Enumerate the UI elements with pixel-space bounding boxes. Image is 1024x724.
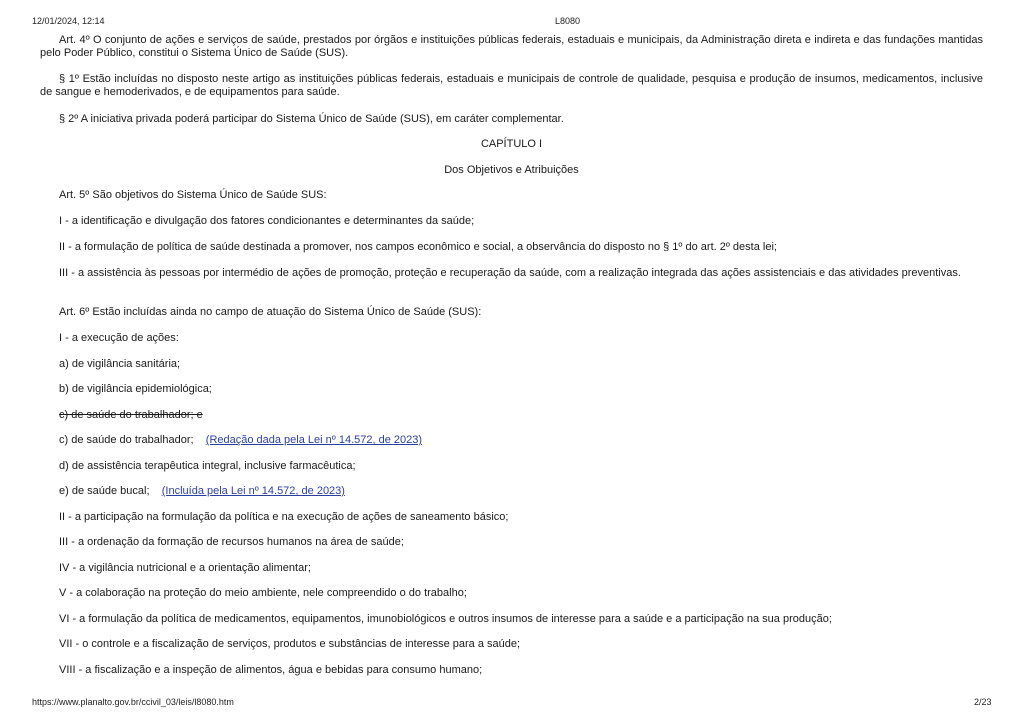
print-datetime: 12/01/2024, 12:14: [32, 16, 105, 26]
item-e-text: e) de saúde bucal;: [59, 485, 150, 497]
article-6-item-i-d: d) de assistência terapêutica integral, inclusive farmacêutica;: [59, 460, 356, 472]
article-6-item-vi: VI - a formulação da política de medicamentos, equipamentos, imunobiológicos e outros insumos de interesse para a saúde e a participação na sua produção;: [59, 613, 832, 625]
article-6-item-ii: II - a participação na formulação da política e na execução de ações de saneamento básico;: [59, 511, 509, 523]
article-6-item-i-e: [40, 485, 1002, 498]
article-5-item-i: I - a identificação e divulgação dos fatores condicionantes e determinantes da saúde;: [59, 215, 475, 227]
article-6-item-i-c-revoked: c) de saúde do trabalhador; e: [59, 409, 203, 421]
amendment-link-c[interactable]: (Redação dada pela Lei nº 14.572, de 2023): [205, 434, 423, 446]
item-c-text: c) de saúde do trabalhador;: [59, 434, 194, 446]
article-6-item-i-b: b) de vigilância epidemiológica;: [59, 383, 212, 395]
article-6-item-iii: III - a ordenação da formação de recursos humanos na área de saúde;: [59, 536, 404, 548]
chapter-heading: CAPÍTULO I: [480, 138, 543, 150]
print-page-title: L8080: [555, 16, 581, 26]
article-6-item-iv: IV - a vigilância nutricional e a orientação alimentar;: [59, 562, 311, 574]
article-5-item-ii: II - a formulação de política de saúde destinada a promover, nos campos econômico e social, a observância do disposto no § 1º do art. 2º desta lei;: [59, 241, 777, 253]
article-5-item-iii: III - a assistência às pessoas por intermédio de ações de promoção, proteção e recuperação da saúde, com a realização integrada das ações assistenciais e das atividades preventivas.: [59, 267, 961, 279]
article-6-item-vii: VII - o controle e a fiscalização de serviços, produtos e substâncias de interesse para a saúde;: [59, 638, 521, 650]
article-6: Art. 6º Estão incluídas ainda no campo de atuação do Sistema Único de Saúde (SUS):: [59, 306, 482, 318]
chapter-subtitle: Dos Objetivos e Atribuições: [444, 164, 579, 176]
article-6-item-viii: VIII - a fiscalização e a inspeção de alimentos, água e bebidas para consumo humano;: [59, 664, 483, 676]
amendment-link-e[interactable]: (Incluída pela Lei nº 14.572, de 2023): [161, 485, 345, 497]
article-6-item-v: V - a colaboração na proteção do meio ambiente, nele compreendido o do trabalho;: [59, 587, 467, 599]
print-page-number: 2/23: [974, 697, 992, 707]
article-4-paragraph-1: § 1º Estão incluídas no disposto neste artigo as instituições públicas federais, estaduais e municipais de controle de qualidade, pesquisa e produção de insumos, medicamentos, inclusive de sangue e hemoderivados, e de equipamentos para saúde.: [40, 73, 983, 98]
article-4: Art. 4º O conjunto de ações e serviços de saúde, prestados por órgãos e instituições públicas federais, estaduais e municipais, da Administração direta e indireta e das fundações mantidas pelo Poder Público, constitui o Sistema Único de Saúde (SUS).: [40, 34, 983, 59]
print-source-url: https://www.planalto.gov.br/ccivil_03/leis/l8080.htm: [32, 697, 234, 707]
article-4-paragraph-2: § 2º A iniciativa privada poderá participar do Sistema Único de Saúde (SUS), em caráter complementar.: [59, 113, 564, 125]
article-5: Art. 5º São objetivos do Sistema Único de Saúde SUS:: [59, 189, 327, 201]
article-6-item-i: I - a execução de ações:: [59, 332, 179, 344]
article-6-item-i-a: a) de vigilância sanitária;: [59, 358, 181, 370]
article-6-item-i-c: [40, 434, 1002, 447]
